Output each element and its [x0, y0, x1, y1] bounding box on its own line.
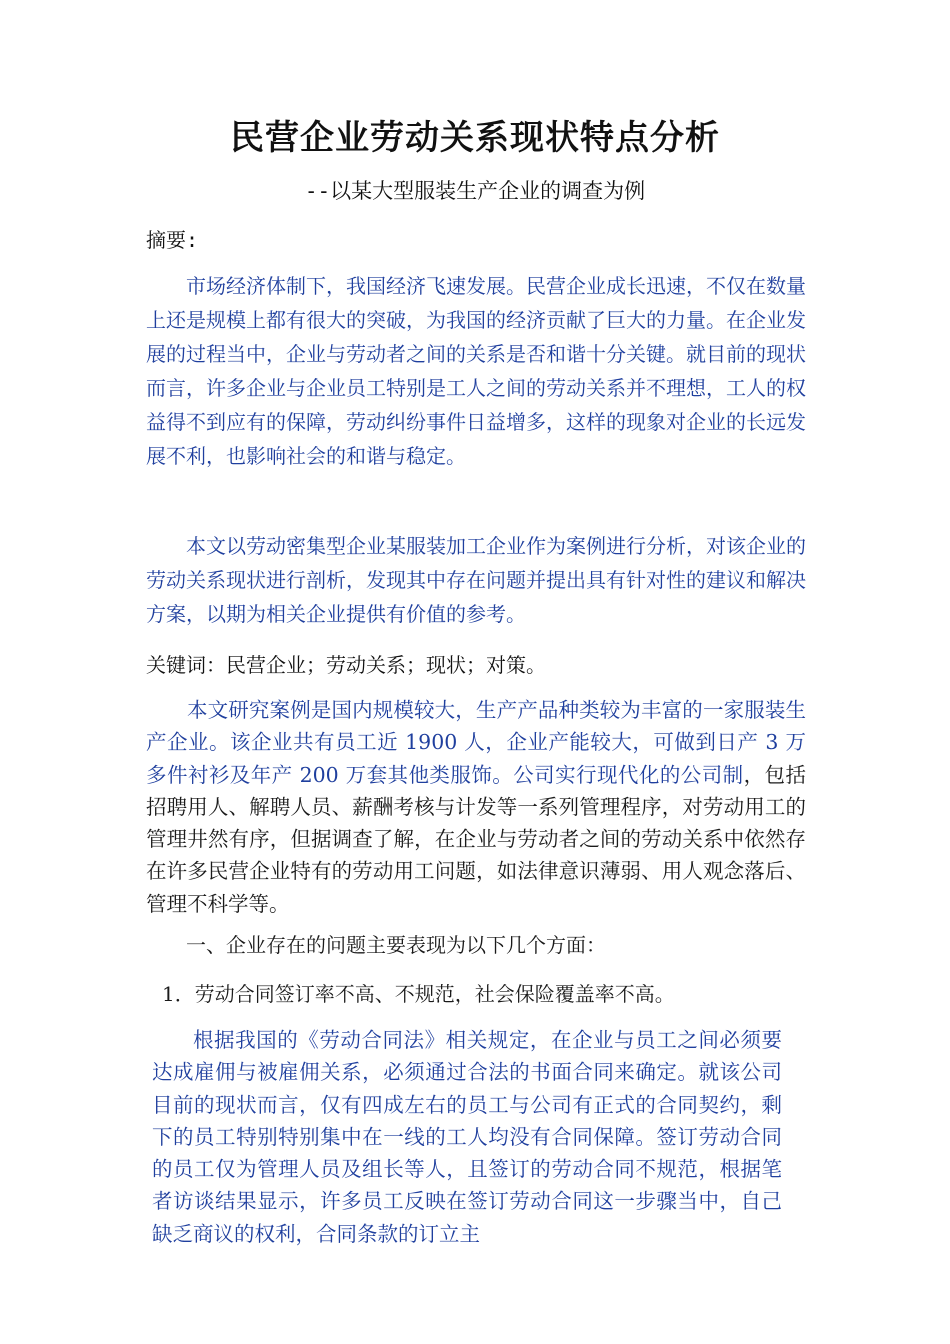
document-subtitle: --以某大型服装生产企业的调查为例: [304, 179, 646, 203]
body-text-dark: ，包括招聘用人、解聘人员、薪酬考核与计发等一系列管理程序，对劳动用工的管理井然有序，但据调查了解，在企业与劳动者之间的劳动关系中依然存在许多民营企业特有的劳动用工问题，如法律意识薄弱、用人观念落后、管理不科学等。: [146, 762, 806, 916]
body-paragraph: [146, 694, 806, 920]
abstract-paragraph: 本文以劳动密集型企业某服装加工企业作为案例进行分析，对该企业的劳动关系现状进行剖析，发现其中存在问题并提出具有针对性的建议和解决方案，以期为相关企业提供有价值的参考。: [146, 534, 806, 626]
section-heading: 一、企业存在的问题主要表现为以下几个方面：: [186, 933, 606, 957]
keywords-line: 关键词：民营企业；劳动关系；现状；对策。: [146, 653, 546, 677]
body-text-blue: 根据笔者访谈结果显示，许多员工反映在签订劳动合同这一步骤当中，自己缺乏商议的权利，合同条款的订立主: [152, 1157, 783, 1246]
numbered-item-heading: 1．劳动合同签订率不高、不规范，社会保险覆盖率不高。: [162, 982, 675, 1006]
body-text-blue: 根据我国的《劳动合同法》相关规定，在企业与员工之间必须要达成雇佣与被雇佣关系，必须通过合法的书面合同来确定。就该公司目前的现状而言，仅有四成左右的员工与公司有正式的合同契约，剩下的员工特别特别集中在一线的工人均没有合同保障。签订劳动合同的员工仅为管理人员及组长等人，且签订的劳动合同不规范，: [152, 1028, 782, 1182]
body-text-blue: 本文研究案例是国内规模较大，生产产品种类较为丰富的一家服装生产企业。该企业共有员工近 1900 人，企业产能较大，可做到日产 3 万多件衬衫及年产 200 万套其他类服饰。公司实行现代化的公司制: [146, 698, 806, 787]
body-paragraph: [152, 1024, 782, 1250]
document-title: 民营企业劳动关系现状特点分析: [230, 118, 720, 158]
abstract-paragraph: 市场经济体制下，我国经济飞速发展。民营企业成长迅速，不仅在数量上还是规模上都有很大的突破，为我国的经济贡献了巨大的力量。在企业发展的过程当中，企业与劳动者之间的关系是否和谐十分关键。就目前的现状而言，许多企业与企业员工特别是工人之间的劳动关系并不理想，工人的权益得不到应有的保障，劳动纠纷事件日益增多，这样的现象对企业的长远发展不利，也影响社会的和谐与稳定。: [146, 274, 806, 468]
abstract-heading: 摘要:: [146, 228, 199, 252]
